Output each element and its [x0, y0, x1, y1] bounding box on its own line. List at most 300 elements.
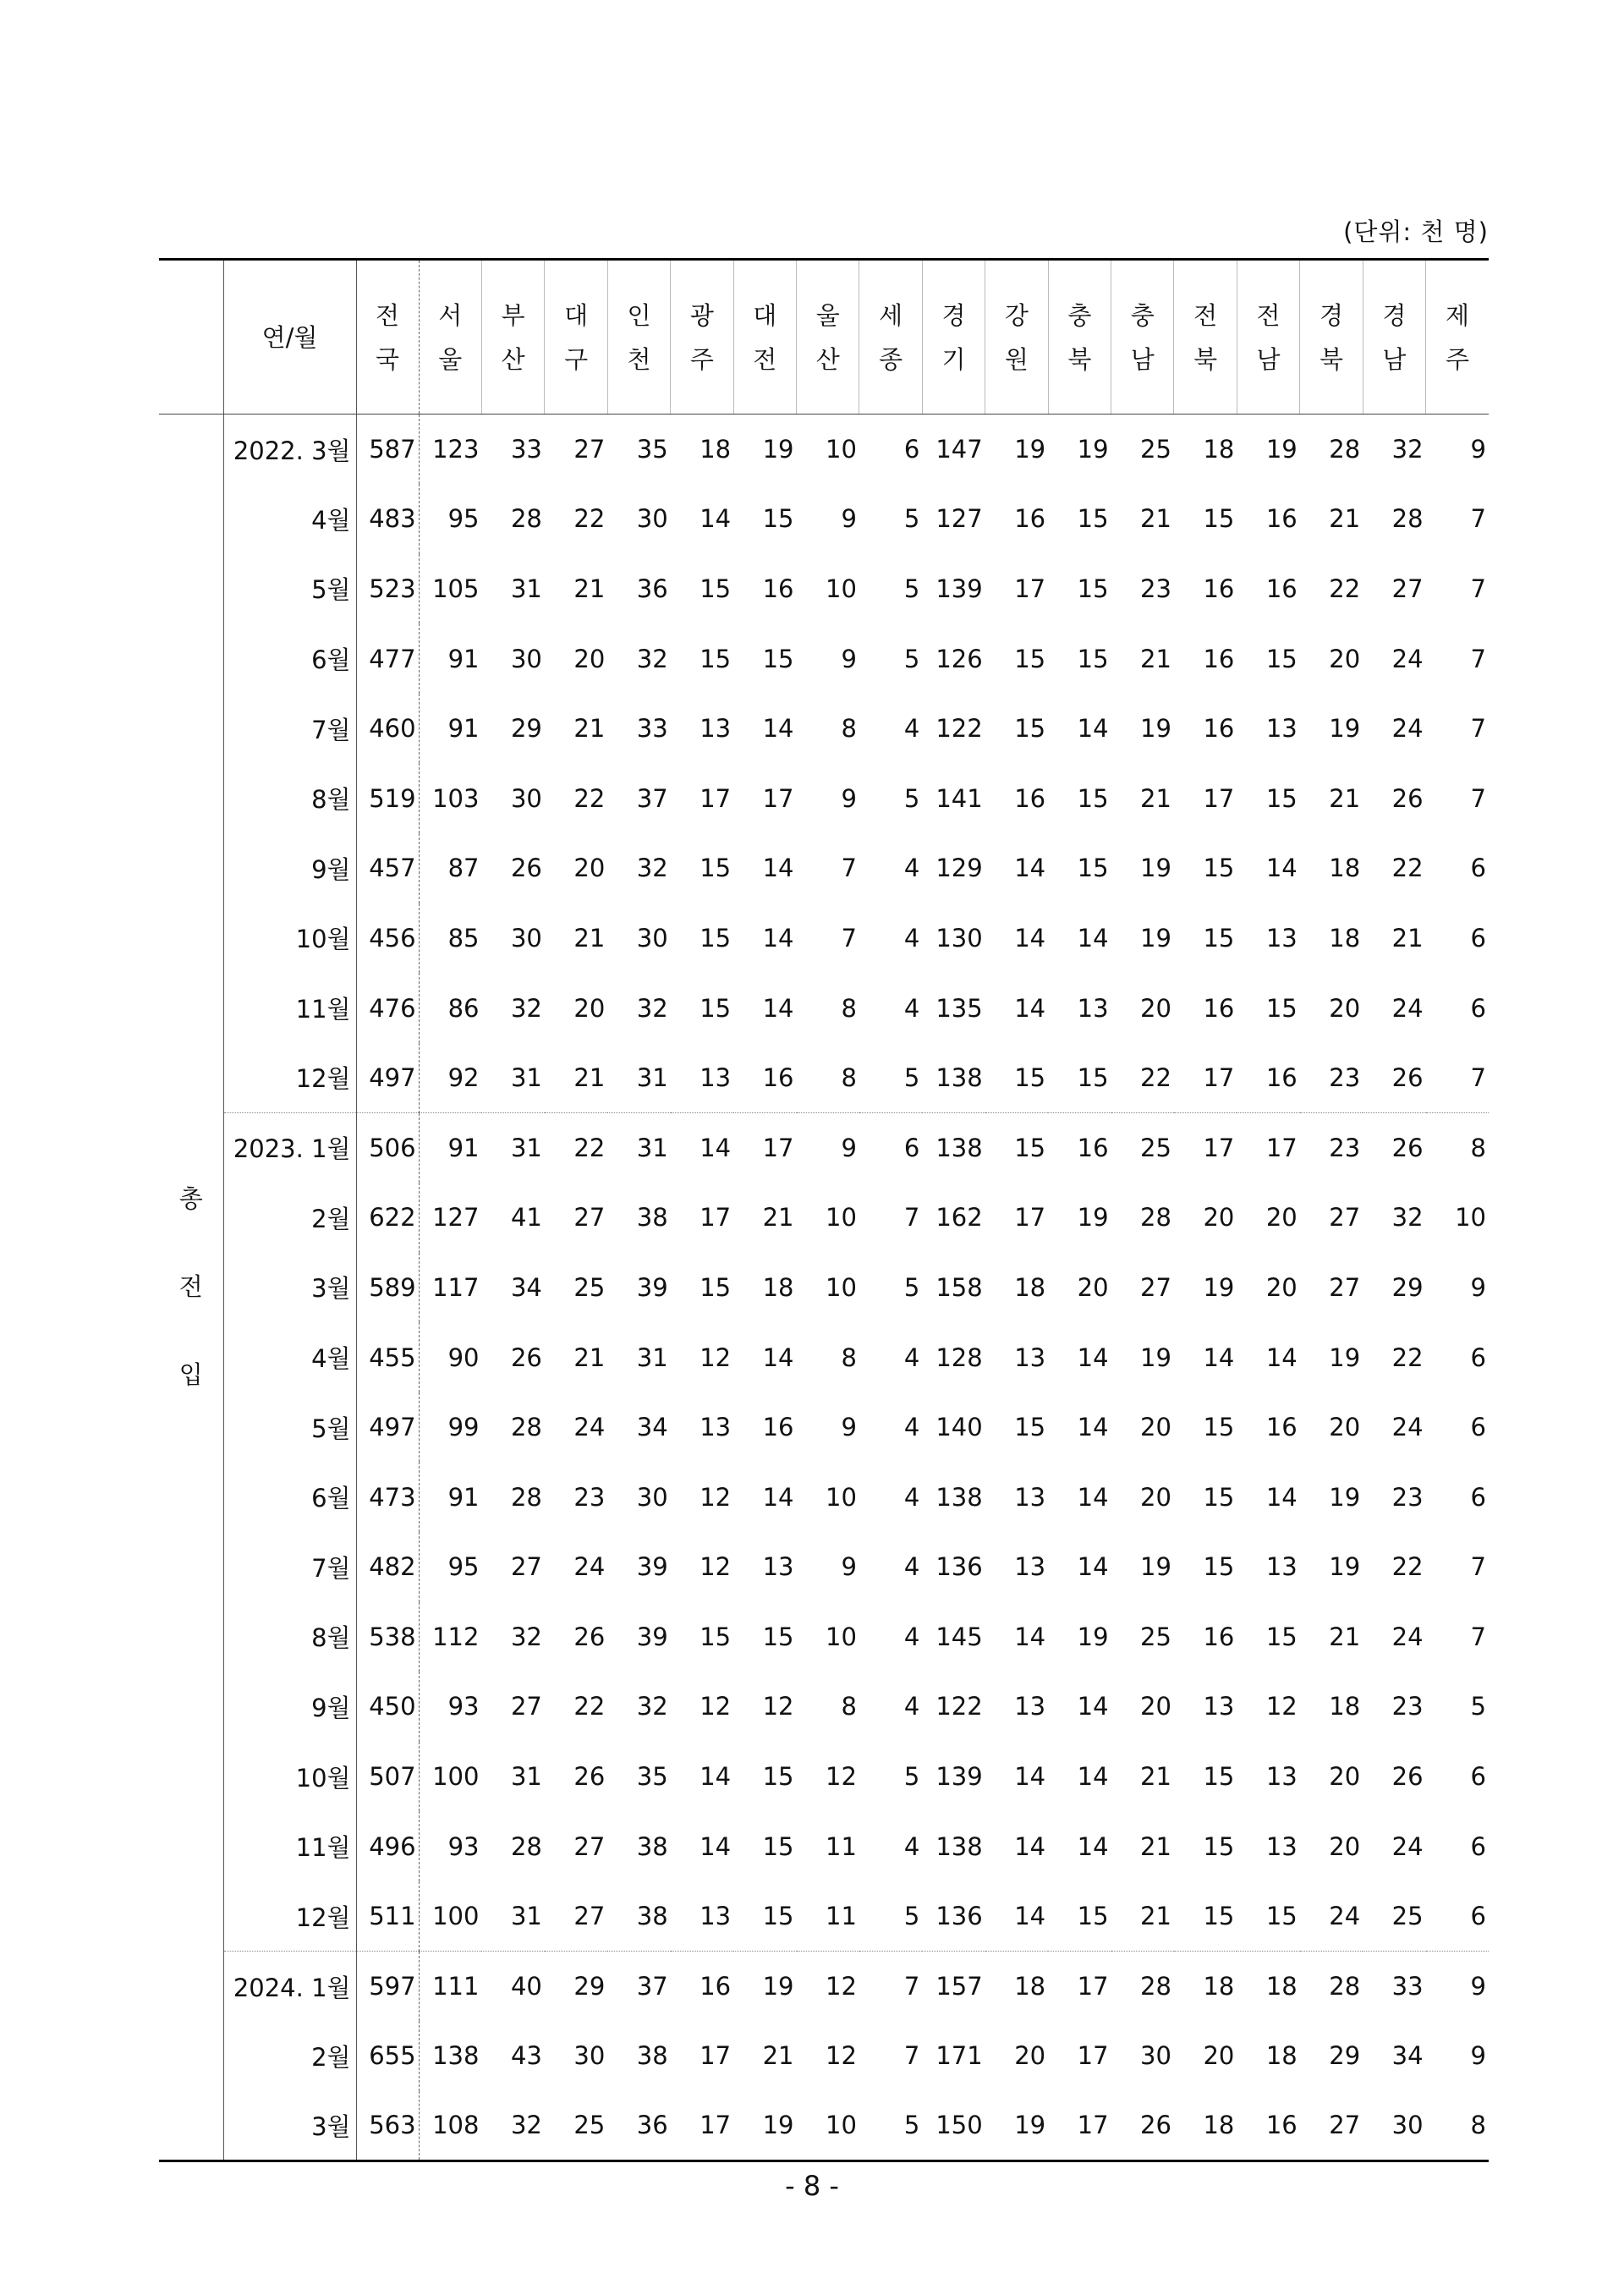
cell-value: 18 — [1237, 1952, 1299, 2022]
cell-value: 10 — [797, 2091, 859, 2161]
cell-value: 19 — [1140, 1552, 1171, 1582]
cell-value: 6 — [1470, 1413, 1486, 1442]
cell-value: 8 — [841, 1692, 857, 1721]
header-region-char: 산 — [815, 344, 840, 374]
cell-national-total: 655 — [356, 2021, 419, 2091]
cell-value: 26 — [510, 1342, 542, 1372]
header-region — [481, 260, 544, 415]
cell-national-total: 457 — [356, 833, 419, 903]
cell-value: 19 — [1140, 1342, 1171, 1372]
cell-value: 13 — [762, 1552, 794, 1582]
cell-value: 32 — [636, 854, 668, 883]
cell-value: 20 — [1140, 1482, 1171, 1512]
cell-value: 32 — [510, 993, 542, 1023]
cell-value: 28 — [1391, 504, 1424, 534]
table-row — [159, 1322, 1489, 1392]
cell-value: 8 — [841, 714, 857, 744]
row-period: 2월 — [223, 2021, 356, 2091]
cell-value: 136 — [935, 1552, 983, 1582]
header-region-char: 종 — [879, 344, 903, 374]
cell-value: 25 — [1140, 1622, 1171, 1651]
cell-value: 9 — [841, 783, 857, 813]
cell-value: 17 — [733, 1112, 796, 1183]
cell-value: 10 — [826, 1203, 857, 1233]
row-period: 11월 — [223, 973, 356, 1043]
cell-value: 139 — [935, 574, 983, 603]
cell-value: 31 — [510, 1902, 542, 1931]
cell-value: 14 — [1077, 1692, 1109, 1721]
cell-value: 4 — [903, 1482, 920, 1512]
cell-value: 13 — [1077, 993, 1109, 1023]
cell-value: 21 — [762, 1203, 794, 1233]
header-region — [859, 260, 922, 415]
row-period: 6월 — [223, 623, 356, 694]
header-region-char: 부 — [501, 300, 525, 330]
cell-value: 31 — [510, 574, 542, 603]
cell-value: 12 — [700, 1552, 732, 1582]
cell-value: 93 — [447, 1692, 480, 1721]
cell-value: 9 — [841, 1552, 857, 1582]
cell-value: 27 — [510, 1552, 542, 1582]
cell-value: 24 — [573, 1552, 606, 1582]
cell-value: 130 — [935, 923, 983, 953]
table-row — [159, 1392, 1489, 1463]
cell-value: 141 — [935, 783, 983, 813]
cell-value: 14 — [1014, 993, 1046, 1023]
cell-value: 14 — [700, 504, 732, 534]
cell-value: 4 — [903, 854, 920, 883]
side-label-char: 총 — [178, 1184, 203, 1214]
cell-value: 27 — [573, 435, 606, 464]
cell-value: 19 — [1077, 1622, 1109, 1651]
cell-national-total: 456 — [356, 903, 419, 974]
cell-value: 11 — [826, 1831, 857, 1861]
cell-national-total: 476 — [356, 973, 419, 1043]
cell-value: 14 — [1077, 714, 1109, 744]
header-region-char: 남 — [1256, 344, 1281, 374]
table-row — [159, 1811, 1489, 1881]
cell-national-total: 497 — [356, 1043, 419, 1113]
header-region-char: 남 — [1130, 344, 1155, 374]
header-region-char: 남 — [1382, 344, 1407, 374]
cell-value: 5 — [903, 574, 920, 603]
cell-value: 171 — [935, 2041, 983, 2071]
cell-value: 103 — [432, 783, 480, 813]
cell-value: 17 — [1237, 1112, 1299, 1183]
cell-value: 21 — [573, 1062, 606, 1092]
table-body — [159, 415, 1489, 2161]
cell-value: 90 — [447, 1342, 480, 1372]
header-region-char: 강 — [1004, 300, 1029, 330]
row-period: 4월 — [223, 1322, 356, 1392]
cell-value: 9 — [841, 504, 857, 534]
table-row — [159, 694, 1489, 764]
cell-value: 20 — [1077, 1272, 1109, 1302]
cell-value: 5 — [903, 783, 920, 813]
cell-value: 13 — [1265, 1552, 1298, 1582]
cell-value: 5 — [903, 1762, 920, 1792]
cell-national-total: 483 — [356, 484, 419, 554]
header-region-char: 제 — [1446, 300, 1470, 330]
cell-value: 7 — [1470, 1622, 1486, 1651]
cell-value: 31 — [636, 1062, 668, 1092]
cell-value: 14 — [1077, 1552, 1109, 1582]
cell-value: 6 — [903, 435, 920, 464]
cell-value: 9 — [841, 1413, 857, 1442]
cell-value: 19 — [1329, 714, 1361, 744]
header-region-char: 서 — [438, 300, 463, 330]
cell-value: 8 — [841, 993, 857, 1023]
cell-value: 30 — [573, 2041, 606, 2071]
cell-value: 5 — [903, 504, 920, 534]
cell-value: 16 — [1265, 574, 1298, 603]
cell-value: 21 — [1329, 783, 1361, 813]
cell-value: 6 — [1470, 993, 1486, 1023]
cell-value: 13 — [700, 1062, 732, 1092]
cell-value: 17 — [1174, 1112, 1237, 1183]
cell-value: 35 — [636, 435, 668, 464]
row-period: 7월 — [223, 1532, 356, 1602]
cell-value: 15 — [700, 854, 732, 883]
side-label-char: 전 — [178, 1272, 203, 1302]
cell-value: 15 — [762, 1622, 794, 1651]
cell-value: 15 — [1077, 644, 1109, 673]
cell-value: 4 — [903, 1413, 920, 1442]
header-region — [1111, 260, 1174, 415]
cell-value: 24 — [1329, 1902, 1361, 1931]
cell-value: 15 — [762, 504, 794, 534]
cell-value: 17 — [700, 783, 732, 813]
cell-value: 26 — [1391, 783, 1424, 813]
cell-value: 26 — [1363, 1112, 1425, 1183]
cell-value: 15 — [1014, 1062, 1046, 1092]
cell-value: 13 — [1265, 1762, 1298, 1792]
header-region-char: 광 — [689, 300, 714, 330]
cell-value: 32 — [510, 1622, 542, 1651]
cell-value: 5 — [903, 644, 920, 673]
cell-value: 14 — [700, 1831, 732, 1861]
cell-value: 26 — [573, 1622, 606, 1651]
cell-national-total: 450 — [356, 1672, 419, 1742]
cell-value: 19 — [1140, 714, 1171, 744]
header-region — [419, 260, 481, 415]
cell-value: 21 — [1140, 783, 1171, 813]
cell-value: 21 — [573, 714, 606, 744]
header-region-char: 대 — [564, 300, 589, 330]
cell-value: 4 — [903, 923, 920, 953]
cell-value: 31 — [510, 1062, 542, 1092]
header-region-char: 구 — [564, 344, 589, 374]
row-period: 7월 — [223, 694, 356, 764]
cell-value: 40 — [481, 1952, 544, 2022]
cell-value: 14 — [1265, 1482, 1298, 1512]
table-row — [159, 1672, 1489, 1742]
cell-value: 19 — [733, 2091, 796, 2161]
table-row — [159, 1742, 1489, 1812]
cell-value: 13 — [1203, 1692, 1235, 1721]
header-region-char: 충 — [1130, 300, 1155, 330]
cell-value: 15 — [1077, 574, 1109, 603]
header-region — [1048, 260, 1111, 415]
cell-value: 38 — [636, 1831, 668, 1861]
cell-value: 15 — [1203, 854, 1235, 883]
header-region-char: 주 — [689, 344, 714, 374]
cell-value: 35 — [636, 1762, 668, 1792]
cell-value: 22 — [573, 504, 606, 534]
header-region-char: 전 — [376, 300, 400, 330]
cell-value: 33 — [636, 714, 668, 744]
cell-value: 7 — [903, 1203, 920, 1233]
cell-value: 16 — [762, 1062, 794, 1092]
cell-value: 10 — [1455, 1203, 1486, 1233]
cell-value: 13 — [700, 1413, 732, 1442]
cell-value: 150 — [922, 2091, 985, 2161]
cell-value: 87 — [447, 854, 480, 883]
cell-value: 15 — [1014, 714, 1046, 744]
cell-value: 8 — [841, 1062, 857, 1092]
cell-value: 117 — [432, 1272, 480, 1302]
cell-value: 127 — [432, 1203, 480, 1233]
cell-value: 21 — [1391, 923, 1424, 953]
cell-value: 105 — [432, 574, 480, 603]
cell-value: 15 — [1265, 783, 1298, 813]
table-row — [159, 1462, 1489, 1532]
cell-value: 5 — [859, 2091, 922, 2161]
cell-value: 9 — [797, 1112, 859, 1183]
cell-value: 27 — [1300, 2091, 1363, 2161]
cell-value: 16 — [1014, 783, 1046, 813]
cell-value: 16 — [671, 1952, 733, 2022]
cell-value: 11 — [826, 1902, 857, 1931]
cell-value: 19 — [1077, 435, 1109, 464]
cell-value: 15 — [762, 1902, 794, 1931]
cell-value: 16 — [1203, 993, 1235, 1023]
cell-value: 139 — [935, 1762, 983, 1792]
page-number: - 8 - — [785, 2170, 839, 2202]
cell-value: 17 — [1203, 783, 1235, 813]
cell-value: 17 — [1203, 1062, 1235, 1092]
header-region-char: 기 — [941, 344, 966, 374]
cell-value: 14 — [1014, 854, 1046, 883]
cell-value: 19 — [1077, 1203, 1109, 1233]
cell-value: 15 — [1203, 504, 1235, 534]
cell-value: 112 — [432, 1622, 480, 1651]
cell-value: 17 — [1048, 2091, 1111, 2161]
cell-value: 20 — [1140, 1692, 1171, 1721]
cell-value: 25 — [1111, 1112, 1174, 1183]
cell-value: 15 — [700, 1272, 732, 1302]
cell-value: 7 — [903, 2041, 920, 2071]
cell-value: 15 — [700, 923, 732, 953]
cell-value: 17 — [700, 1203, 732, 1233]
header-region-char: 울 — [438, 344, 463, 374]
cell-value: 20 — [1329, 1762, 1361, 1792]
row-period: 12월 — [223, 1043, 356, 1113]
cell-value: 16 — [1203, 1622, 1235, 1651]
row-period: 3월 — [223, 2091, 356, 2161]
cell-value: 13 — [700, 714, 732, 744]
table-row — [159, 2021, 1489, 2091]
cell-value: 20 — [1265, 1203, 1298, 1233]
cell-value: 127 — [935, 504, 983, 534]
cell-value: 15 — [1203, 1831, 1235, 1861]
cell-value: 30 — [636, 1482, 668, 1512]
cell-value: 7 — [1470, 644, 1486, 673]
cell-value: 31 — [481, 1112, 544, 1183]
cell-value: 16 — [1203, 644, 1235, 673]
header-region-char: 세 — [879, 300, 903, 330]
header-region-char: 북 — [1067, 344, 1092, 374]
cell-value: 25 — [573, 1272, 606, 1302]
cell-value: 28 — [1140, 1203, 1171, 1233]
cell-value: 23 — [573, 1482, 606, 1512]
cell-value: 34 — [636, 1413, 668, 1442]
cell-value: 21 — [1329, 1622, 1361, 1651]
table-row — [159, 1183, 1489, 1253]
cell-value: 12 — [700, 1692, 732, 1721]
cell-value: 13 — [1014, 1342, 1046, 1372]
header-region — [922, 260, 985, 415]
cell-value: 22 — [1140, 1062, 1171, 1092]
cell-value: 19 — [1265, 435, 1298, 464]
cell-value: 13 — [1265, 923, 1298, 953]
cell-value: 15 — [1077, 1062, 1109, 1092]
cell-value: 20 — [1329, 1831, 1361, 1861]
cell-value: 33 — [510, 435, 542, 464]
cell-value: 14 — [1077, 1482, 1109, 1512]
header-region — [1174, 260, 1237, 415]
cell-value: 16 — [1265, 1062, 1298, 1092]
cell-value: 21 — [1140, 1902, 1171, 1931]
row-period: 4월 — [223, 484, 356, 554]
cell-value: 129 — [935, 854, 983, 883]
cell-value: 30 — [1363, 2091, 1425, 2161]
cell-value: 43 — [510, 2041, 542, 2071]
cell-value: 25 — [1140, 435, 1171, 464]
header-region-char: 천 — [627, 344, 651, 374]
cell-national-total: 622 — [356, 1183, 419, 1253]
row-period: 9월 — [223, 1672, 356, 1742]
row-period: 5월 — [223, 554, 356, 624]
cell-value: 18 — [1329, 1692, 1361, 1721]
cell-value: 4 — [903, 714, 920, 744]
cell-value: 19 — [1203, 1272, 1235, 1302]
cell-value: 18 — [1265, 2041, 1298, 2071]
cell-value: 15 — [1203, 923, 1235, 953]
cell-value: 147 — [935, 435, 983, 464]
cell-value: 19 — [733, 1952, 796, 2022]
cell-value: 28 — [1111, 1952, 1174, 2022]
cell-value: 138 — [935, 1831, 983, 1861]
cell-value: 18 — [985, 1952, 1048, 2022]
cell-value: 15 — [1265, 1902, 1298, 1931]
cell-value: 39 — [636, 1552, 668, 1582]
cell-value: 8 — [841, 1342, 857, 1372]
cell-value: 16 — [1265, 1413, 1298, 1442]
cell-value: 27 — [573, 1203, 606, 1233]
cell-value: 7 — [1470, 1552, 1486, 1582]
cell-value: 17 — [1014, 574, 1046, 603]
table-row — [159, 833, 1489, 903]
cell-value: 21 — [1140, 644, 1171, 673]
header-region — [733, 260, 796, 415]
cell-value: 38 — [636, 2041, 668, 2071]
cell-value: 91 — [419, 1112, 481, 1183]
cell-value: 145 — [935, 1622, 983, 1651]
cell-value: 15 — [1203, 1902, 1235, 1931]
cell-value: 16 — [1237, 2091, 1299, 2161]
cell-value: 16 — [762, 574, 794, 603]
cell-value: 14 — [1014, 1762, 1046, 1792]
cell-value: 14 — [1014, 1902, 1046, 1931]
cell-value: 15 — [1014, 1413, 1046, 1442]
cell-value: 15 — [985, 1112, 1048, 1183]
cell-value: 14 — [762, 1482, 794, 1512]
cell-value: 12 — [700, 1482, 732, 1512]
cell-value: 14 — [1265, 854, 1298, 883]
cell-value: 13 — [700, 1902, 732, 1931]
cell-value: 93 — [447, 1831, 480, 1861]
cell-value: 36 — [607, 2091, 670, 2161]
cell-value: 138 — [935, 1062, 983, 1092]
row-period: 2024. 1월 — [223, 1952, 356, 2022]
cell-value: 19 — [1140, 854, 1171, 883]
cell-value: 15 — [700, 574, 732, 603]
table-row — [159, 484, 1489, 554]
table-row — [159, 763, 1489, 833]
cell-value: 15 — [700, 1622, 732, 1651]
cell-value: 9 — [1426, 1952, 1489, 2022]
cell-value: 92 — [447, 1062, 480, 1092]
cell-value: 33 — [1363, 1952, 1425, 2022]
cell-value: 26 — [1111, 2091, 1174, 2161]
cell-value: 32 — [636, 1692, 668, 1721]
cell-value: 14 — [1014, 1622, 1046, 1651]
cell-value: 16 — [762, 1413, 794, 1442]
cell-value: 19 — [1329, 1482, 1361, 1512]
cell-value: 27 — [1329, 1203, 1361, 1233]
cell-value: 21 — [1140, 504, 1171, 534]
cell-value: 6 — [1470, 1342, 1486, 1372]
cell-value: 30 — [636, 504, 668, 534]
cell-value: 15 — [1203, 1552, 1235, 1582]
cell-value: 157 — [922, 1952, 985, 2022]
cell-national-total: 477 — [356, 623, 419, 694]
cell-value: 15 — [1014, 644, 1046, 673]
cell-value: 26 — [1391, 1762, 1424, 1792]
cell-value: 4 — [903, 1831, 920, 1861]
cell-value: 95 — [447, 504, 480, 534]
cell-value: 128 — [935, 1342, 983, 1372]
header-region-char: 원 — [1004, 344, 1029, 374]
cell-value: 20 — [1203, 1203, 1235, 1233]
header-region-char: 울 — [815, 300, 840, 330]
row-period: 8월 — [223, 1602, 356, 1672]
table-row — [159, 623, 1489, 694]
cell-value: 5 — [1470, 1692, 1486, 1721]
cell-value: 135 — [935, 993, 983, 1023]
cell-value: 12 — [1265, 1692, 1298, 1721]
header-region-char: 경 — [941, 300, 966, 330]
cell-value: 15 — [1077, 854, 1109, 883]
cell-value: 16 — [1203, 574, 1235, 603]
cell-value: 4 — [903, 993, 920, 1023]
row-period: 2023. 1월 — [223, 1112, 356, 1183]
cell-value: 14 — [762, 1342, 794, 1372]
header-region-char: 대 — [753, 300, 777, 330]
cell-value: 8 — [1426, 1112, 1489, 1183]
table-row — [159, 1253, 1489, 1323]
